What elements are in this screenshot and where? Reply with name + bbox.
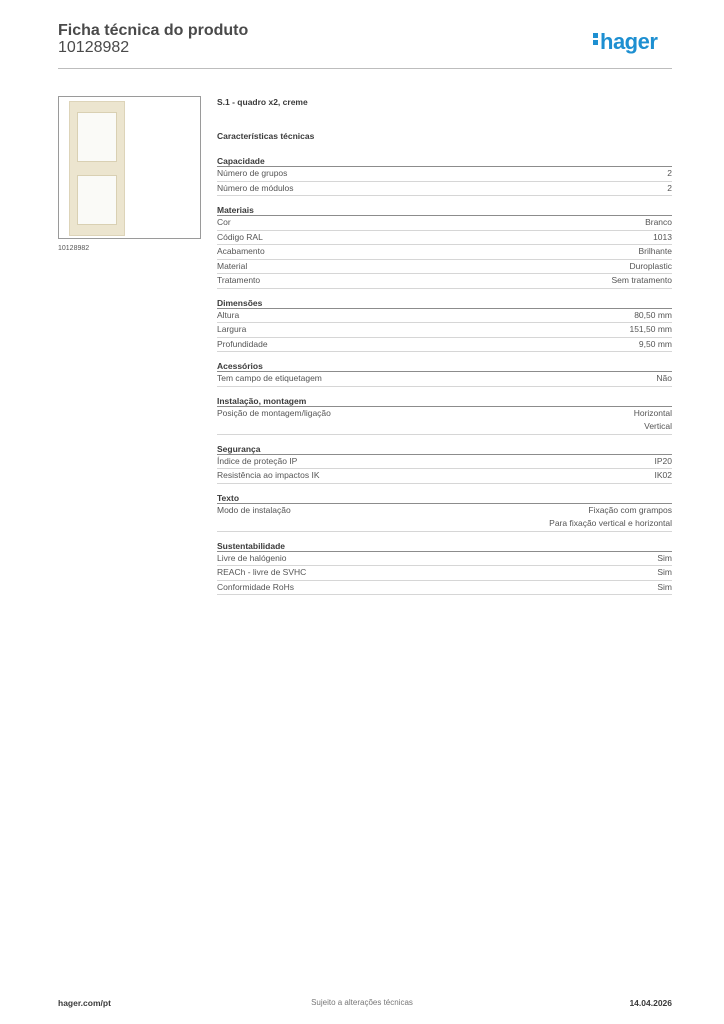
spec-label: Cor — [217, 217, 231, 227]
spec-value-line: Sim — [657, 581, 672, 592]
spec-section — [217, 396, 672, 435]
footer-notice: Sujeito a alterações técnicas — [311, 998, 413, 1007]
spec-row — [217, 581, 672, 596]
spec-label: REACh - livre de SVHC — [217, 567, 307, 577]
spec-row — [217, 504, 672, 532]
spec-value — [638, 245, 672, 259]
spec-value-line: Vertical — [644, 421, 672, 431]
spec-label: Modo de instalação — [217, 504, 291, 515]
spec-value — [667, 182, 672, 196]
spec-label: Acabamento — [217, 246, 265, 256]
spec-section-title: Sustentabilidade — [217, 541, 672, 552]
spec-value — [645, 216, 672, 230]
spec-value-line: 9,50 mm — [638, 338, 672, 349]
spec-value — [639, 338, 672, 352]
spec-row — [217, 407, 672, 435]
spec-value — [655, 469, 673, 483]
product-image — [58, 96, 201, 239]
spec-value — [629, 260, 672, 274]
header-product-number: 10128982 — [58, 39, 130, 56]
spec-label: Número de grupos — [217, 168, 288, 178]
spec-row — [217, 338, 672, 353]
spec-value — [656, 372, 672, 386]
spec-value-line: IP20 — [654, 455, 672, 466]
spec-value — [653, 231, 672, 245]
spec-value — [667, 167, 672, 181]
header-title: Ficha técnica do produto — [58, 22, 249, 39]
spec-value — [612, 274, 672, 288]
spec-label: Código RAL — [217, 231, 263, 242]
spec-section-title: Instalação, montagem — [217, 396, 672, 407]
spec-value-line: Horizontal — [633, 407, 672, 418]
product-name: S.1 - quadro x2, creme — [217, 97, 308, 107]
spec-row — [217, 182, 672, 197]
spec-value-line: Sem tratamento — [611, 275, 672, 285]
hager-logo — [593, 29, 657, 55]
spec-row — [217, 274, 672, 289]
spec-label: Conformidade RoHs — [217, 581, 295, 592]
spec-label: Material — [217, 260, 248, 271]
spec-value — [629, 323, 672, 337]
spec-row — [217, 260, 672, 275]
specs-table — [217, 156, 672, 604]
spec-value-line: Brilhante — [638, 246, 672, 256]
logo-text: hager — [600, 29, 658, 54]
header-divider — [58, 68, 672, 69]
spec-section — [217, 361, 672, 387]
spec-value-line: Para fixação vertical e horizontal — [549, 518, 672, 528]
spec-value-line: 1013 — [653, 231, 672, 242]
spec-value-line: Duroplastic — [629, 260, 672, 271]
spec-value-line: 80,50 mm — [634, 309, 672, 320]
spec-label: Tem campo de etiquetagem — [217, 373, 322, 383]
spec-label: Posição de montagem/ligação — [217, 407, 331, 418]
spec-value — [634, 407, 672, 434]
spec-value-line: Sim — [657, 567, 672, 577]
spec-section — [217, 298, 672, 353]
spec-section-title: Materiais — [217, 205, 672, 216]
spec-row — [217, 566, 672, 581]
spec-row — [217, 216, 672, 231]
spec-label: Resistência ao impactos IK — [217, 470, 320, 480]
spec-value-line: Branco — [645, 217, 672, 227]
spec-value-line: 2 — [667, 168, 672, 178]
spec-section — [217, 156, 672, 196]
spec-section-title: Segurança — [217, 444, 672, 455]
spec-value — [549, 504, 672, 531]
spec-section — [217, 444, 672, 484]
spec-label: Profundidade — [217, 338, 268, 349]
spec-value — [657, 581, 672, 595]
spec-value-line: Não — [656, 373, 672, 383]
spec-section — [217, 493, 672, 532]
spec-value — [655, 455, 673, 469]
spec-label: Altura — [217, 309, 240, 320]
spec-value-line: Fixação com grampos — [588, 504, 672, 515]
spec-value-line: 2 — [667, 182, 672, 193]
spec-value — [634, 309, 672, 323]
logo-dots-icon — [593, 31, 598, 47]
frame-opening-top — [77, 112, 117, 162]
spec-row — [217, 167, 672, 182]
double-frame-icon — [69, 101, 125, 236]
spec-value — [657, 566, 672, 580]
image-caption: 10128982 — [58, 245, 90, 252]
spec-label: Tratamento — [217, 275, 261, 285]
spec-row — [217, 469, 672, 484]
spec-value-line: Sim — [657, 552, 672, 563]
spec-row — [217, 245, 672, 260]
spec-section-title: Dimensões — [217, 298, 672, 309]
spec-section — [217, 205, 672, 289]
spec-section — [217, 541, 672, 596]
footer-website[interactable]: hager.com/pt — [58, 998, 111, 1008]
spec-label: Largura — [217, 324, 247, 334]
spec-value-line: 151,50 mm — [629, 324, 672, 334]
spec-section-title: Acessórios — [217, 361, 672, 372]
spec-row — [217, 231, 672, 246]
spec-heading: Características técnicas — [217, 131, 315, 141]
footer-date: 14.04.2026 — [629, 998, 672, 1008]
spec-label: Livre de halógenio — [217, 552, 287, 563]
spec-row — [217, 323, 672, 338]
spec-section-title: Texto — [217, 493, 672, 504]
spec-section-title: Capacidade — [217, 156, 672, 167]
spec-row — [217, 455, 672, 470]
spec-row — [217, 309, 672, 324]
spec-row — [217, 552, 672, 567]
frame-opening-bottom — [77, 175, 117, 225]
spec-value — [657, 552, 672, 566]
spec-label: Índice de proteção IP — [217, 455, 298, 466]
spec-value-line: IK02 — [654, 470, 672, 480]
spec-row — [217, 372, 672, 387]
spec-label: Número de módulos — [217, 182, 294, 193]
